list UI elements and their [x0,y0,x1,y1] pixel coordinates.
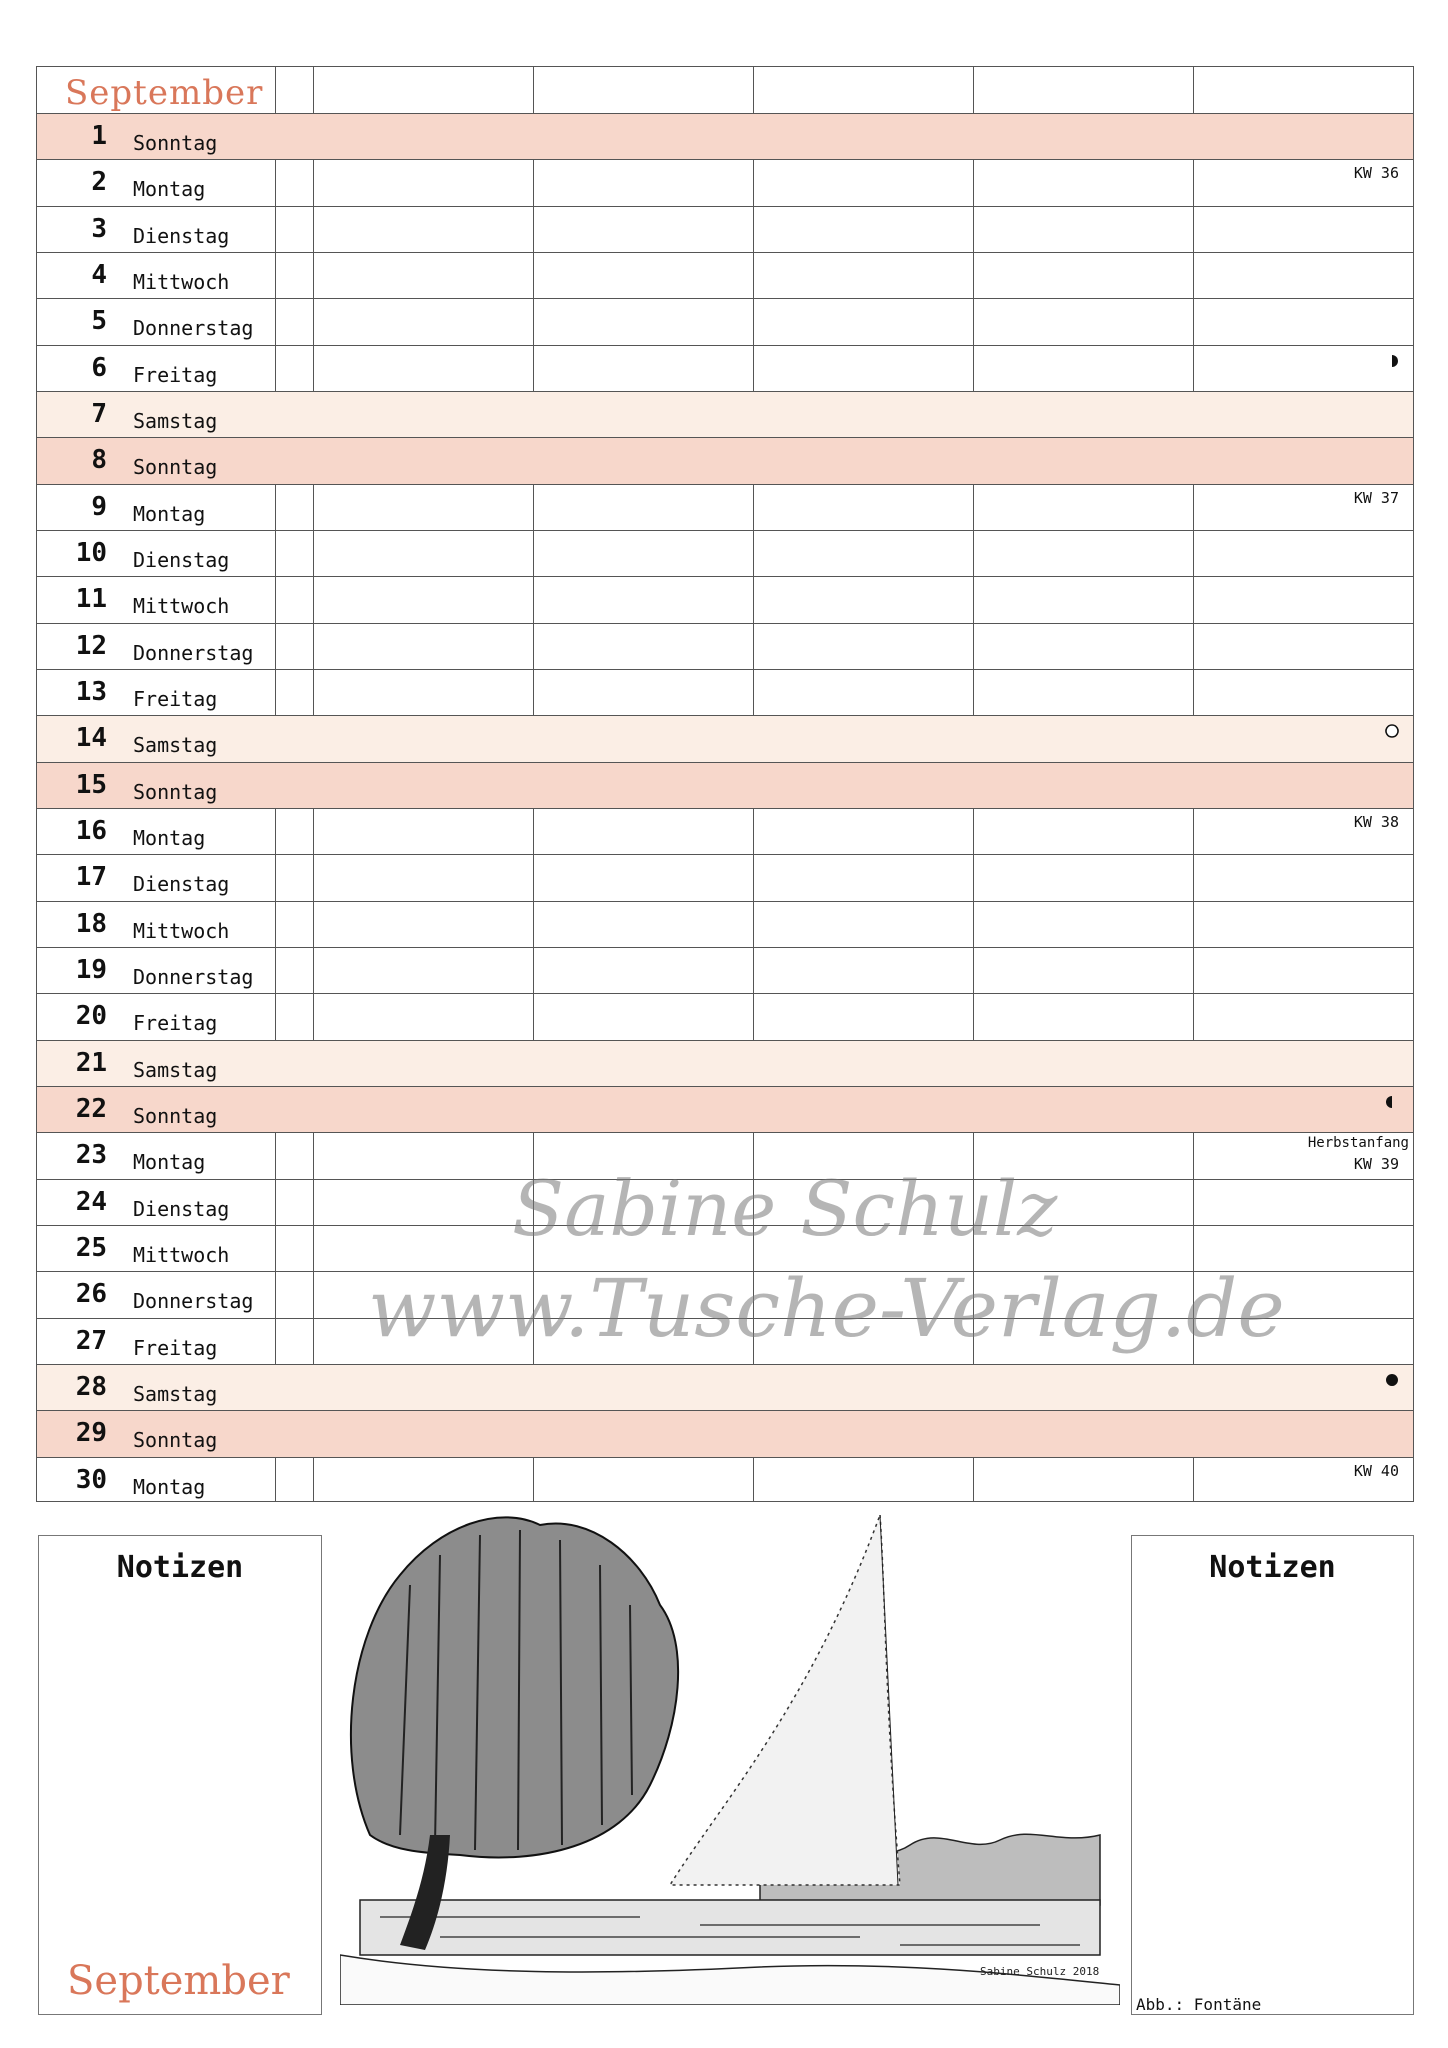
day-number: 11 [75,584,107,615]
holiday-label: Herbstanfang [1307,1135,1409,1152]
image-caption: Abb.: Fontäne [1136,1995,1262,2014]
day-row[interactable] [37,901,1413,947]
day-number: 21 [75,1047,107,1078]
day-name: Donnerstag [133,316,254,341]
day-number: 3 [91,213,107,244]
day-number: 15 [75,769,107,800]
day-name: Donnerstag [133,1289,254,1314]
fountain-illustration [340,1505,1120,2005]
day-row[interactable] [37,530,1413,576]
water [360,1900,1100,1955]
day-number: 19 [75,955,107,986]
day-name: Sonntag [133,1428,218,1453]
day-number: 13 [75,677,107,708]
day-row[interactable] [37,715,1413,761]
week-number-label: KW 37 [1353,488,1399,507]
day-name: Montag [133,501,206,526]
day-row[interactable] [37,1410,1413,1456]
day-name: Montag [133,1150,206,1175]
notes-box-right[interactable] [1131,1535,1414,2015]
day-row[interactable] [37,206,1413,252]
willow-canopy [351,1517,678,1857]
day-row[interactable] [37,345,1413,391]
artist-signature: Sabine Schulz 2018 [980,1965,1100,1978]
day-name: Freitag [133,687,218,712]
day-number: 7 [91,399,107,430]
day-name: Samstag [133,409,218,434]
day-number: 2 [91,167,107,198]
day-row[interactable] [37,808,1413,854]
day-name: Dienstag [133,548,230,573]
day-number: 14 [75,723,107,754]
day-number: 5 [91,306,107,337]
day-number: 23 [75,1140,107,1171]
day-row[interactable] [37,391,1413,437]
day-number: 30 [75,1464,107,1495]
day-name: Freitag [133,1335,218,1360]
notes-title-right: Notizen [1209,1550,1336,1585]
day-row[interactable] [37,437,1413,483]
day-name: Mittwoch [133,1243,230,1268]
day-number: 22 [75,1094,107,1125]
day-number: 25 [75,1233,107,1264]
day-name: Mittwoch [133,918,230,943]
day-row[interactable] [37,576,1413,622]
day-number: 27 [75,1325,107,1356]
day-name: Dienstag [133,223,230,248]
day-number: 8 [91,445,107,476]
day-number: 1 [91,121,107,152]
day-row[interactable] [37,159,1413,205]
day-row[interactable] [37,1086,1413,1132]
day-row[interactable] [37,669,1413,715]
day-number: 28 [75,1372,107,1403]
day-name: Samstag [133,733,218,758]
day-name: Freitag [133,1011,218,1036]
day-name: Freitag [133,362,218,387]
day-name: Mittwoch [133,594,230,619]
month-title: September [65,73,264,113]
watermark-url: www.Tusche-Verlag.de [368,1262,1285,1355]
day-row[interactable] [37,1364,1413,1410]
day-name: Sonntag [133,1104,218,1129]
day-name: Donnerstag [133,640,254,665]
day-name: Sonntag [133,131,218,156]
day-name: Samstag [133,1382,218,1407]
day-number: 26 [75,1279,107,1310]
day-name: Dienstag [133,872,230,897]
day-row[interactable] [37,947,1413,993]
moon-first-quarter-icon [1385,354,1399,368]
notes-month-label: September [67,1958,290,2004]
day-row[interactable] [37,113,1413,159]
day-name: Samstag [133,1057,218,1082]
day-number: 16 [75,816,107,847]
day-number: 10 [75,538,107,569]
moon-full-icon [1385,724,1399,738]
day-number: 6 [91,352,107,383]
fountain-spray [670,1515,900,1885]
day-number: 4 [91,260,107,291]
day-name: Montag [133,826,206,851]
moon-last-quarter-icon [1385,1095,1399,1109]
day-row[interactable] [37,484,1413,530]
day-name: Sonntag [133,779,218,804]
day-row[interactable] [37,252,1413,298]
notes-box-left[interactable] [38,1535,322,2015]
day-number: 17 [75,862,107,893]
day-row[interactable] [37,298,1413,344]
day-name: Donnerstag [133,965,254,990]
day-number: 20 [75,1001,107,1032]
week-number-label: KW 36 [1353,164,1399,183]
watermark-name: Sabine Schulz [512,1164,1058,1253]
day-row[interactable] [37,993,1413,1039]
day-number: 29 [75,1418,107,1449]
week-number-label: KW 40 [1353,1461,1399,1480]
day-row[interactable] [37,854,1413,900]
notes-title-left: Notizen [116,1550,244,1585]
day-name: Sonntag [133,455,218,480]
day-row[interactable] [37,762,1413,808]
day-row[interactable] [37,1040,1413,1086]
day-number: 24 [75,1186,107,1217]
day-number: 18 [75,908,107,939]
day-number: 9 [91,491,107,522]
day-name: Montag [133,1474,206,1499]
day-name: Dienstag [133,1196,230,1221]
day-row[interactable] [37,623,1413,669]
week-number-label: KW 39 [1353,1155,1399,1174]
day-number: 12 [75,630,107,661]
shore [340,1955,1120,2005]
day-name: Montag [133,177,206,202]
week-number-label: KW 38 [1353,813,1399,831]
day-name: Mittwoch [133,270,230,295]
day-row[interactable] [37,1457,1413,1503]
moon-new-icon [1385,1373,1399,1387]
